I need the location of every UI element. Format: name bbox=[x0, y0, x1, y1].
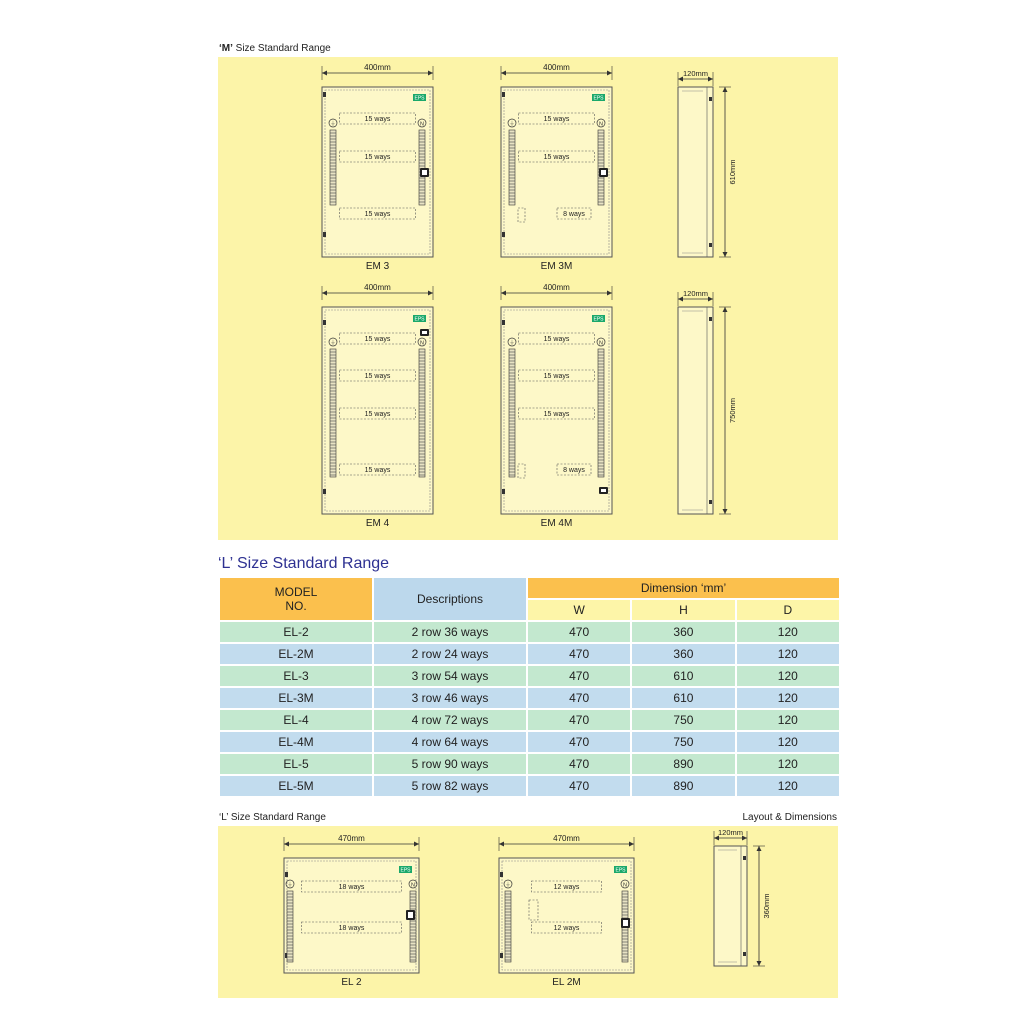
header-d: D bbox=[737, 600, 839, 620]
header-model-line2: NO. bbox=[285, 599, 307, 613]
side-view bbox=[678, 289, 737, 514]
cell-desc: 3 row 54 ways bbox=[374, 666, 526, 686]
terminal-symbol-text: ⏚ bbox=[330, 121, 336, 128]
header-model-line1: MODEL bbox=[274, 585, 318, 599]
terminal-symbol-text: N bbox=[623, 882, 627, 889]
header-w: W bbox=[528, 600, 630, 620]
cell-h: 890 bbox=[632, 754, 734, 774]
arrow-head bbox=[428, 71, 433, 76]
enclosure-side bbox=[678, 307, 713, 514]
distribution-board-em-4 bbox=[322, 283, 433, 529]
busbar bbox=[598, 349, 604, 477]
cell-model: EL-5M bbox=[220, 776, 372, 796]
terminal-symbol-text: N bbox=[420, 121, 424, 128]
enclosure bbox=[499, 858, 634, 973]
cell-d: 120 bbox=[737, 622, 839, 642]
terminal-symbol-text: N bbox=[599, 340, 603, 347]
door-handle-inner bbox=[601, 489, 606, 492]
breaker-row-label: 8 ways bbox=[563, 467, 585, 474]
arrow-head bbox=[607, 291, 612, 296]
arrow-head bbox=[723, 307, 728, 312]
spec-table bbox=[218, 576, 841, 798]
side-view bbox=[678, 69, 737, 257]
breaker-row-label: 15 ways bbox=[543, 336, 570, 343]
hinge bbox=[502, 232, 505, 237]
cell-d: 120 bbox=[737, 710, 839, 730]
m-range-panel bbox=[218, 57, 838, 540]
terminal-symbol-text: N bbox=[420, 340, 424, 347]
height-label: 750mm bbox=[728, 397, 737, 424]
cell-w: 470 bbox=[528, 754, 630, 774]
hinge bbox=[502, 489, 505, 494]
table-row bbox=[220, 666, 839, 686]
hinge bbox=[709, 317, 712, 321]
cell-desc: 4 row 72 ways bbox=[374, 710, 526, 730]
board-name: EL 2 bbox=[341, 977, 362, 988]
depth-label: 120mm bbox=[717, 828, 744, 837]
distribution-board-em-4m bbox=[501, 283, 612, 529]
hinge bbox=[323, 92, 326, 97]
distribution-board-el-2 bbox=[284, 834, 419, 988]
board-name: EM 4 bbox=[365, 518, 390, 529]
brand-badge-text: EPS bbox=[400, 867, 411, 874]
header-descriptions: Descriptions bbox=[374, 578, 526, 620]
brand-badge-text: EPS bbox=[593, 316, 604, 323]
busbar bbox=[330, 130, 336, 205]
arrow-head bbox=[723, 87, 728, 92]
cell-h: 610 bbox=[632, 688, 734, 708]
cell-d: 120 bbox=[737, 666, 839, 686]
breaker-row-label: 12 ways bbox=[553, 925, 580, 932]
arrow-head bbox=[499, 842, 504, 847]
terminal-symbol-text: ⏚ bbox=[287, 882, 293, 889]
door-handle-inner bbox=[422, 170, 427, 175]
table-row bbox=[220, 622, 839, 642]
board-name: EM 4M bbox=[540, 518, 573, 529]
breaker-row-label: 15 ways bbox=[364, 467, 391, 474]
arrow-head bbox=[757, 846, 762, 851]
height-label: 360mm bbox=[762, 893, 771, 919]
width-label: 400mm bbox=[364, 63, 391, 72]
arrow-head bbox=[284, 842, 289, 847]
terminal-symbol-text: ⏚ bbox=[509, 121, 515, 128]
arrow-head bbox=[723, 252, 728, 257]
m-range-drawings bbox=[218, 57, 838, 540]
busbar bbox=[287, 891, 293, 962]
cell-d: 120 bbox=[737, 644, 839, 664]
cell-d: 120 bbox=[737, 754, 839, 774]
cell-h: 750 bbox=[632, 710, 734, 730]
m-range-heading bbox=[219, 43, 331, 54]
table-row bbox=[220, 644, 839, 664]
breaker-row-label: 15 ways bbox=[364, 116, 391, 123]
brand-badge-text: EPS bbox=[414, 95, 425, 102]
cell-h: 750 bbox=[632, 732, 734, 752]
breaker-row-label: 8 ways bbox=[563, 211, 585, 218]
distribution-board-el-2m bbox=[499, 834, 634, 988]
cell-h: 360 bbox=[632, 622, 734, 642]
hinge bbox=[743, 856, 746, 860]
hinge bbox=[285, 872, 288, 877]
enclosure bbox=[284, 858, 419, 973]
hinge bbox=[709, 500, 712, 504]
table-row bbox=[220, 710, 839, 730]
breaker-row-label: 15 ways bbox=[364, 336, 391, 343]
board-name: EM 3 bbox=[365, 261, 390, 272]
arrow-head bbox=[607, 71, 612, 76]
arrow-head bbox=[708, 297, 713, 302]
hinge bbox=[323, 232, 326, 237]
breaker-row-label: 18 ways bbox=[338, 884, 365, 891]
header-h: H bbox=[632, 600, 734, 620]
cell-w: 470 bbox=[528, 710, 630, 730]
cell-model: EL-4M bbox=[220, 732, 372, 752]
busbar bbox=[509, 130, 515, 205]
brand-badge-text: EPS bbox=[615, 867, 626, 874]
hinge bbox=[709, 243, 712, 247]
cell-desc: 4 row 64 ways bbox=[374, 732, 526, 752]
busbar bbox=[505, 891, 511, 962]
cell-d: 120 bbox=[737, 776, 839, 796]
header-dimension: Dimension ‘mm’ bbox=[528, 578, 839, 598]
terminal-symbol-text: ⏚ bbox=[505, 882, 511, 889]
cell-desc: 3 row 46 ways bbox=[374, 688, 526, 708]
door-handle-inner bbox=[601, 170, 606, 175]
side-view bbox=[714, 828, 771, 966]
cell-desc: 2 row 24 ways bbox=[374, 644, 526, 664]
height-label: 610mm bbox=[728, 159, 737, 185]
busbar bbox=[419, 349, 425, 477]
cell-h: 890 bbox=[632, 776, 734, 796]
enclosure bbox=[322, 87, 433, 257]
arrow-head bbox=[322, 291, 327, 296]
terminal-symbol-text: ⏚ bbox=[509, 340, 515, 347]
breaker-row-label: 15 ways bbox=[543, 154, 570, 161]
board-name: EM 3M bbox=[540, 261, 573, 272]
arrow-head bbox=[708, 77, 713, 82]
cell-w: 470 bbox=[528, 688, 630, 708]
breaker-row-label: 15 ways bbox=[543, 373, 570, 380]
m-heading-prefix: ‘M’ bbox=[219, 43, 233, 54]
cell-desc: 5 row 90 ways bbox=[374, 754, 526, 774]
breaker-row-label: 15 ways bbox=[543, 411, 570, 418]
arrow-head bbox=[757, 961, 762, 966]
arrow-head bbox=[723, 509, 728, 514]
cell-model: EL-5 bbox=[220, 754, 372, 774]
enclosure-side bbox=[678, 87, 713, 257]
breaker-row-label: 18 ways bbox=[338, 925, 365, 932]
arrow-head bbox=[629, 842, 634, 847]
hinge bbox=[502, 92, 505, 97]
table-row bbox=[220, 732, 839, 752]
l-layout-heading: ‘L’ Size Standard Range bbox=[219, 812, 326, 823]
layout-dimensions-label: Layout & Dimensions bbox=[742, 812, 837, 823]
width-label: 470mm bbox=[553, 834, 580, 843]
depth-label: 120mm bbox=[682, 69, 709, 78]
busbar bbox=[410, 891, 416, 962]
width-label: 400mm bbox=[543, 63, 570, 72]
l-range-panel bbox=[218, 826, 838, 998]
table-row bbox=[220, 776, 839, 796]
hinge bbox=[743, 952, 746, 956]
arrow-head bbox=[322, 71, 327, 76]
cell-model: EL-3M bbox=[220, 688, 372, 708]
l-range-drawings bbox=[218, 826, 838, 998]
breaker-row-label: 15 ways bbox=[543, 116, 570, 123]
enclosure-side bbox=[714, 846, 747, 966]
width-label: 400mm bbox=[543, 283, 570, 292]
enclosure bbox=[501, 87, 612, 257]
hinge bbox=[500, 953, 503, 958]
distribution-board-em-3m bbox=[501, 63, 612, 272]
terminal-symbol-text: N bbox=[411, 882, 415, 889]
cell-w: 470 bbox=[528, 776, 630, 796]
door-handle-inner bbox=[422, 331, 427, 334]
cell-desc: 2 row 36 ways bbox=[374, 622, 526, 642]
table-row bbox=[220, 754, 839, 774]
breaker-row-label: 15 ways bbox=[364, 154, 391, 161]
cell-h: 610 bbox=[632, 666, 734, 686]
arrow-head bbox=[428, 291, 433, 296]
l-range-heading: ‘L’ Size Standard Range bbox=[218, 555, 390, 572]
busbar bbox=[419, 130, 425, 205]
cell-d: 120 bbox=[737, 688, 839, 708]
breaker-row-label: 15 ways bbox=[364, 211, 391, 218]
cell-d: 120 bbox=[737, 732, 839, 752]
spec-table-body bbox=[220, 622, 839, 796]
terminal-symbol-text: N bbox=[599, 121, 603, 128]
cell-desc: 5 row 82 ways bbox=[374, 776, 526, 796]
cell-w: 470 bbox=[528, 666, 630, 686]
door-handle-inner bbox=[623, 920, 628, 926]
breaker-row-label: 15 ways bbox=[364, 373, 391, 380]
cell-model: EL-3 bbox=[220, 666, 372, 686]
breaker-row-label: 15 ways bbox=[364, 411, 391, 418]
table-row bbox=[220, 688, 839, 708]
cell-h: 360 bbox=[632, 644, 734, 664]
cell-model: EL-2 bbox=[220, 622, 372, 642]
cell-w: 470 bbox=[528, 644, 630, 664]
busbar bbox=[598, 130, 604, 205]
brand-badge-text: EPS bbox=[593, 95, 604, 102]
busbar bbox=[509, 349, 515, 477]
terminal-symbol-text: ⏚ bbox=[330, 340, 336, 347]
hinge bbox=[709, 97, 712, 101]
m-heading-rest: Size Standard Range bbox=[232, 43, 331, 54]
cell-w: 470 bbox=[528, 732, 630, 752]
brand-badge-text: EPS bbox=[414, 316, 425, 323]
arrow-head bbox=[414, 842, 419, 847]
depth-label: 120mm bbox=[682, 289, 709, 298]
width-label: 400mm bbox=[364, 283, 391, 292]
arrow-head bbox=[501, 291, 506, 296]
distribution-board-em-3 bbox=[322, 63, 433, 272]
hinge bbox=[500, 872, 503, 877]
hinge bbox=[502, 320, 505, 325]
cell-w: 470 bbox=[528, 622, 630, 642]
hinge bbox=[323, 320, 326, 325]
breaker-row-label: 12 ways bbox=[553, 884, 580, 891]
arrow-head bbox=[501, 71, 506, 76]
cell-model: EL-4 bbox=[220, 710, 372, 730]
cell-model: EL-2M bbox=[220, 644, 372, 664]
width-label: 470mm bbox=[338, 834, 365, 843]
board-name: EL 2M bbox=[552, 977, 581, 988]
busbar bbox=[330, 349, 336, 477]
hinge bbox=[323, 489, 326, 494]
header-model bbox=[220, 578, 372, 620]
door-handle-inner bbox=[408, 912, 413, 918]
